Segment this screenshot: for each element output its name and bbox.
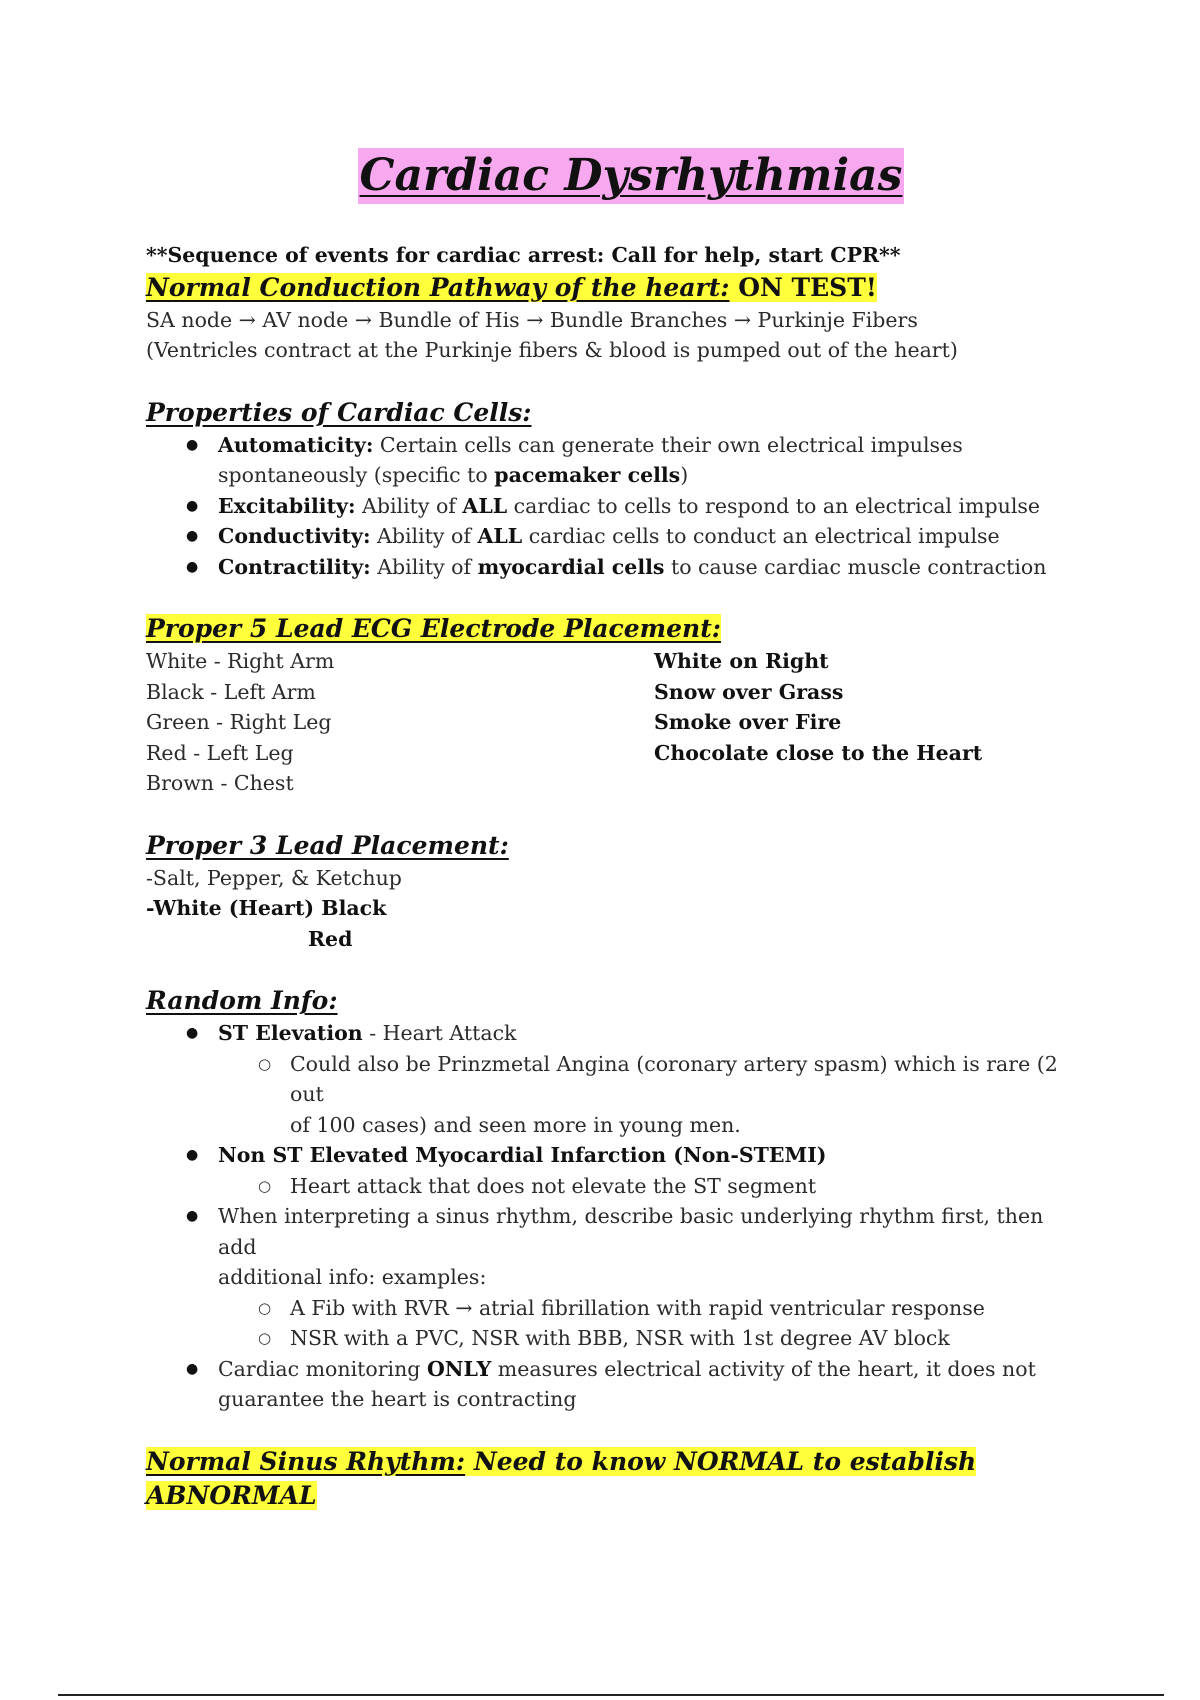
excitability-pre: Ability of <box>355 493 463 518</box>
lead3-mnemonic: -Salt, Pepper, & Ketchup <box>146 865 402 890</box>
list-item <box>186 552 1086 583</box>
conductivity-bold: ALL <box>477 524 523 548</box>
pacemaker-cells: pacemaker cells <box>494 463 681 487</box>
random-heading: Random Info: <box>146 986 338 1015</box>
random-heading-line <box>146 984 1086 1018</box>
conduction-heading-line <box>146 271 1086 305</box>
excitability-term: Excitability: <box>218 493 356 518</box>
lead3-heading: Proper 3 Lead Placement: <box>146 830 509 860</box>
lead3-red: Red <box>308 926 353 951</box>
list-item: Brown - Chest <box>146 771 294 795</box>
monitor-post: measures electrical activity of the heart, it does not <box>491 1356 1036 1381</box>
properties-heading-line <box>146 396 1086 430</box>
conductivity-term: Conductivity: <box>218 524 371 548</box>
st-elevation-text: - Heart Attack <box>362 1021 517 1045</box>
excitability-bold: ALL <box>462 493 508 518</box>
nsr-heading: Normal Sinus Rhythm: <box>146 1446 466 1476</box>
lead3-heading-line <box>146 829 1086 863</box>
list-item: Green - Right Leg <box>146 710 332 734</box>
list-item: ○ Heart attack that does not elevate the ST segment <box>258 1171 1086 1202</box>
automaticity-end: ) <box>680 463 689 487</box>
list-item: Chocolate close to the Heart <box>654 740 983 765</box>
list-item: Snow over Grass <box>654 679 844 704</box>
automaticity-text: Certain cells can generate their own electrical impulses <box>373 432 963 457</box>
sinus-text-1: When interpreting a sinus rhythm, describe basic underlying rhythm first, then add <box>218 1204 1044 1259</box>
list-item: White on Right <box>654 649 829 673</box>
nsr-heading-line <box>146 1445 1086 1513</box>
lead5-heading: Proper 5 Lead ECG Electrode Placement: <box>146 614 721 643</box>
lead5-mnemonic-list <box>654 646 982 799</box>
lead3-white-black: -White (Heart) Black <box>146 896 387 920</box>
st-sublist <box>218 1049 1086 1141</box>
lead5-heading-line <box>146 612 1086 646</box>
list-item <box>186 1018 1086 1140</box>
automaticity-term: Automaticity: <box>218 432 374 457</box>
st-elevation-term: ST Elevation <box>218 1021 363 1045</box>
lead5-color-list <box>146 646 654 799</box>
contractility-bold: myocardial cells <box>477 554 665 579</box>
document-page <box>146 148 1086 1513</box>
conduction-pathway: SA node → AV node → Bundle of His → Bundle Branches → Purkinje Fibers <box>146 307 918 332</box>
st-sub-text-1: Could also be Prinzmetal Angina (coronary artery spasm) which is rare (2 out <box>290 1051 1058 1106</box>
contractility-pre: Ability of <box>370 554 478 579</box>
nstemi-sublist <box>218 1171 1086 1202</box>
title-block <box>146 148 1086 204</box>
arrest-note: **Sequence of events for cardiac arrest: Call for help, start CPR** <box>146 243 901 267</box>
contractility-post: to cause cardiac muscle contraction <box>664 554 1047 579</box>
list-item <box>186 521 1086 552</box>
list-item: Black - Left Arm <box>146 679 316 704</box>
monitor-bold: ONLY <box>426 1356 492 1381</box>
list-item <box>186 430 1086 491</box>
list-item: ○ A Fib with RVR → atrial fibrillation with rapid ventricular response <box>258 1293 1086 1324</box>
on-test-tag: ON TEST! <box>729 272 877 302</box>
conduction-heading: Normal Conduction Pathway of the heart: <box>146 272 730 302</box>
properties-list <box>146 430 1086 583</box>
excitability-post: cardiac to cells to respond to an electrical impulse <box>507 493 1041 518</box>
page-title: Cardiac Dysrhythmias <box>358 148 905 204</box>
list-item: White - Right Arm <box>146 649 335 673</box>
contractility-term: Contractility: <box>218 554 371 579</box>
automaticity-text-2: spontaneously (specific to <box>218 463 495 487</box>
list-item <box>186 1354 1086 1415</box>
list-item: Red - Left Leg <box>146 740 294 765</box>
random-list <box>146 1018 1086 1415</box>
list-item <box>186 1201 1086 1354</box>
list-item <box>186 1140 1086 1201</box>
list-item <box>186 491 1086 522</box>
conduction-note: (Ventricles contract at the Purkinje fibers & blood is pumped out of the heart) <box>146 338 958 362</box>
st-sub-text-2: of 100 cases) and seen more in young men. <box>290 1112 741 1137</box>
conductivity-pre: Ability of <box>370 524 478 548</box>
conductivity-post: cardiac cells to conduct an electrical impulse <box>522 524 1000 548</box>
sinus-sublist <box>218 1293 1086 1354</box>
monitor-text-2: guarantee the heart is contracting <box>218 1387 577 1411</box>
nsr-tag: Need to know NORMAL to establish ABNORMAL <box>146 1446 977 1510</box>
page-bottom-rule <box>58 1694 1164 1696</box>
properties-heading: Properties of Cardiac Cells: <box>146 397 532 427</box>
list-item: Smoke over Fire <box>654 710 842 734</box>
list-item <box>258 1049 1086 1141</box>
sinus-text-2: additional info: examples: <box>218 1265 487 1289</box>
lead5-columns <box>146 646 1086 799</box>
monitor-pre: Cardiac monitoring <box>218 1356 427 1381</box>
list-item: ○ NSR with a PVC, NSR with BBB, NSR with 1st degree AV block <box>258 1323 1086 1354</box>
nstemi-term: Non ST Elevated Myocardial Infarction (Non-STEMI) <box>218 1143 827 1167</box>
